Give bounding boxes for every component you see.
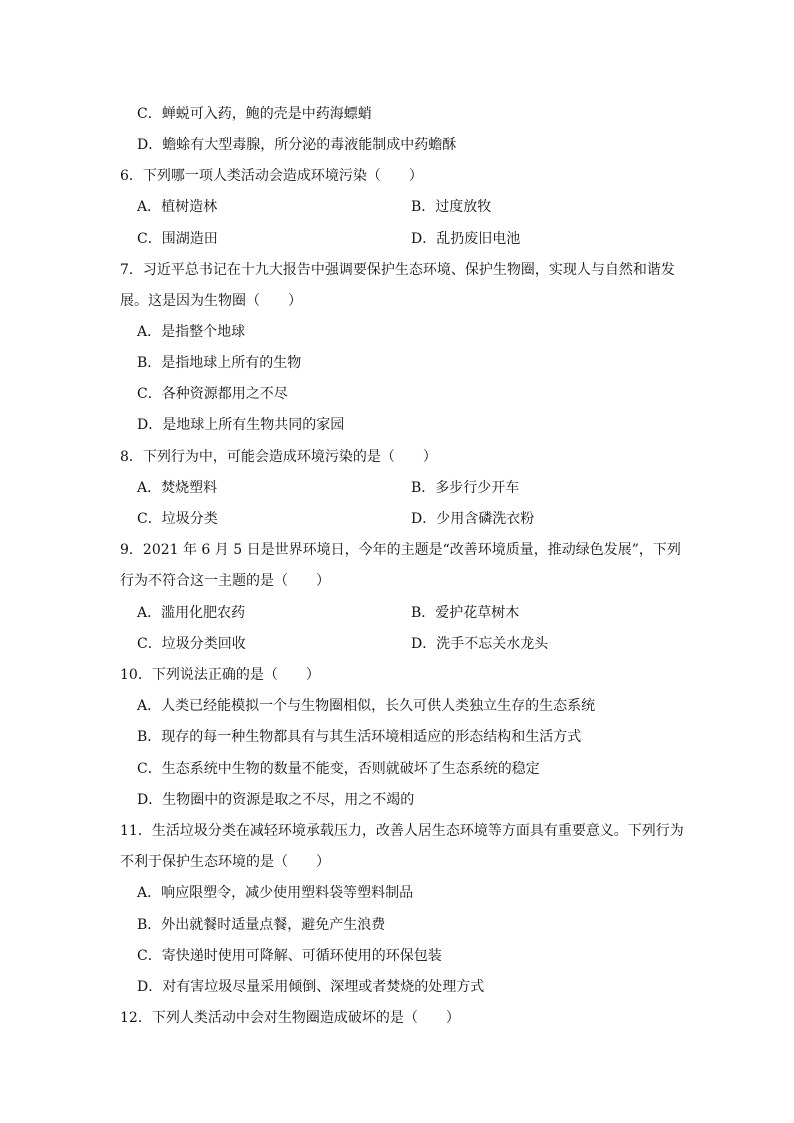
option-a-10: A．人类已经能模拟一个与生物圈相似，长久可供人类独立生存的生态系统 xyxy=(137,698,596,714)
question-12: 12．下列人类活动中会对生物圈造成破坏的是（ ） xyxy=(120,1010,460,1026)
option-b-11: B．外出就餐时适量点餐，避免产生浪费 xyxy=(137,917,386,933)
option-d-8: D．少用含磷洗衣粉 xyxy=(411,511,535,527)
question-9: 9．2021 年 6 月 5 日是世界环境日，今年的主题是“改善环境质量，推动绿色发展”，下列 xyxy=(120,542,681,558)
option-d-5: D．蟾蜍有大型毒腺，所分泌的毒液能制成中药蟾酥 xyxy=(137,137,457,153)
option-d-6: D．乱扔废旧电池 xyxy=(411,231,521,247)
option-c-9: C．垃圾分类回收 xyxy=(137,636,246,652)
question-9-cont: 行为不符合这一主题的是（ ） xyxy=(120,573,330,589)
question-11: 11．生活垃圾分类在减轻环境承载压力，改善人居生态环境等方面具有重要意义。下列行为 xyxy=(120,823,684,839)
option-b-7: B．是指地球上所有的生物 xyxy=(137,355,302,371)
option-c-6: C．围湖造田 xyxy=(137,231,218,247)
question-6: 6．下列哪一项人类活动会造成环境污染（ ） xyxy=(120,168,423,184)
option-d-9: D．洗手不忘关水龙头 xyxy=(411,636,549,652)
option-a-7: A．是指整个地球 xyxy=(137,324,246,340)
question-7-cont: 展。这是因为生物圈（ ） xyxy=(120,293,302,309)
option-c-8: C．垃圾分类 xyxy=(137,511,218,527)
option-b-9: B．爱护花草树木 xyxy=(411,605,520,621)
option-c-5: C．蝉蜕可入药，鲍的壳是中药海螵蛸 xyxy=(137,106,372,122)
option-b-6: B．过度放牧 xyxy=(411,199,492,215)
question-8: 8．下列行为中，可能会造成环境污染的是（ ） xyxy=(120,449,437,465)
option-d-10: D．生物圈中的资源是取之不尽，用之不竭的 xyxy=(137,792,415,808)
option-a-6: A．植树造林 xyxy=(137,199,218,215)
option-a-11: A．响应限塑令，减少使用塑料袋等塑料制品 xyxy=(137,885,414,901)
option-b-10: B．现存的每一种生物都具有与其生活环境相适应的形态结构和生活方式 xyxy=(137,729,582,745)
question-10: 10．下列说法正确的是（ ） xyxy=(120,667,320,683)
option-c-10: C．生态系统中生物的数量不能变，否则就破坏了生态系统的稳定 xyxy=(137,761,540,777)
option-d-11: D．对有害垃圾尽量采用倾倒、深埋或者焚烧的处理方式 xyxy=(137,979,485,995)
option-a-8: A．焚烧塑料 xyxy=(137,480,218,496)
option-c-7: C．各种资源都用之不尽 xyxy=(137,386,288,402)
option-a-9: A．滥用化肥农药 xyxy=(137,605,246,621)
question-7: 7．习近平总书记在十九大报告中强调要保护生态环境、保护生物圈，实现人与自然和谐发 xyxy=(120,262,675,278)
option-d-7: D．是地球上所有生物共同的家园 xyxy=(137,417,345,433)
question-11-cont: 不利于保护生态环境的是（ ） xyxy=(120,854,330,870)
option-b-8: B．多步行少开车 xyxy=(411,480,520,496)
option-c-11: C．寄快递时使用可降解、可循环使用的环保包装 xyxy=(137,948,442,964)
